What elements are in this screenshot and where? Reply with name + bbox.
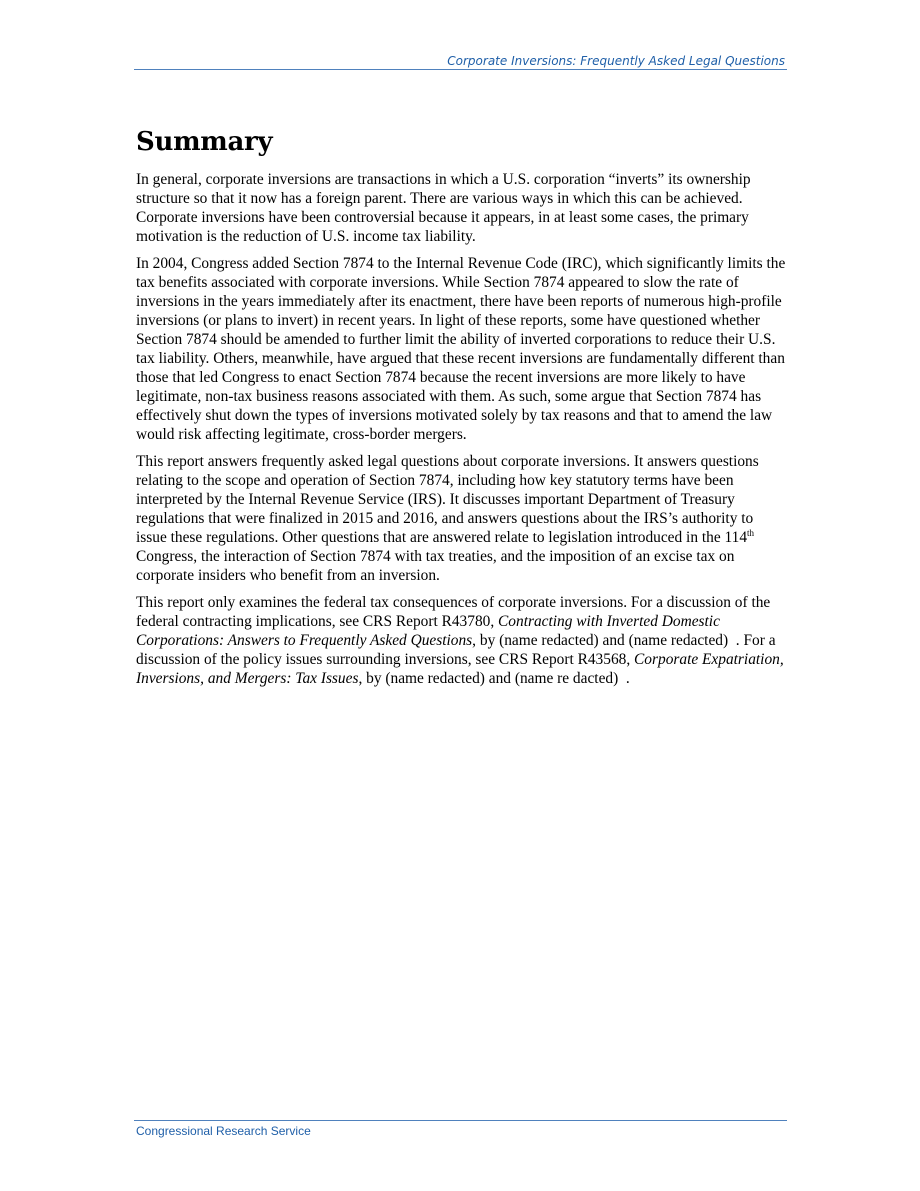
paragraph-2: In 2004, Congress added Section 7874 to the Internal Revenue Code (IRC), which significantly limits the tax benefits associated with corporate inversions. While Section 7874 appeared to slow the rate of inversions in the years immediately after its enactment, there have been reports of numerous high-profile inversions (or plans to invert) in recent years. In light of these reports, some have questioned whether Section 7874 should be amended to further limit the ability of inverted corporations to reduce their U.S. tax liability. Others, meanwhile, have argued that these recent inversions are fundamentally different than those that led Congress to enact Section 7874 because the recent inversions are more likely to have legitimate, non-tax business reasons associated with them. As such, some argue that Section 7874 has effectively shut down the types of inversions motivated solely by tax reasons and that to amend the law would risk affecting legitimate, cross-border mergers. (136, 255, 786, 443)
section-heading: Summary (136, 127, 273, 157)
paragraph-3 (136, 452, 786, 585)
paragraph-4-text-end: , by (name redacted) and (name re dacted) . (358, 670, 630, 687)
paragraph-4-text-mid: , by (name redacted) and (name redacted) . For a discussion of the policy issues surrounding inversions, see CRS Report R43568, (136, 632, 776, 668)
page-header (134, 53, 787, 70)
report-title-contracting: Contracting with Inverted Domestic Corporations: Answers to Frequently Asked Questions (136, 613, 720, 649)
paragraph-4 (136, 593, 786, 688)
header-title: Corporate Inversions: Frequently Asked Legal Questions (447, 54, 785, 68)
paragraph-3-text: This report answers frequently asked legal questions about corporate inversions. It answers questions relating to the scope and operation of Section 7874, including how key statutory terms have been interpreted by the Internal Revenue Service (IRS). It discusses important Department of Treasury regulations that were finalized in 2015 and 2016, and answers questions about the IRS’s authority to issue these regulations. Other questions that are answered relate to legislation introduced in the 114 (136, 453, 759, 546)
paragraph-4-text: This report only examines the federal tax consequences of corporate inversions. For a discussion of the federal contracting implications, see CRS Report R43780, (136, 594, 771, 630)
ordinal-superscript: th (747, 527, 755, 538)
paragraph-1: In general, corporate inversions are transactions in which a U.S. corporation “inverts” its ownership structure so that it now has a foreign parent. There are various ways in which this can be achieved. Corporate inversions have been controversial because it appears, in at least some cases, the primary motivation is the reduction of U.S. income tax liability. (136, 171, 751, 245)
summary-section (136, 124, 786, 696)
paragraph-3-text-end: Congress, the interaction of Section 7874 with tax treaties, and the imposition of an excise tax on corporate insiders who benefit from an inversion. (136, 548, 735, 584)
report-title-expatriation: Corporate Expatriation, Inversions, and Mergers: Tax Issues (136, 651, 784, 687)
page-footer (134, 1120, 787, 1138)
footer-text: Congressional Research Service (136, 1124, 311, 1138)
